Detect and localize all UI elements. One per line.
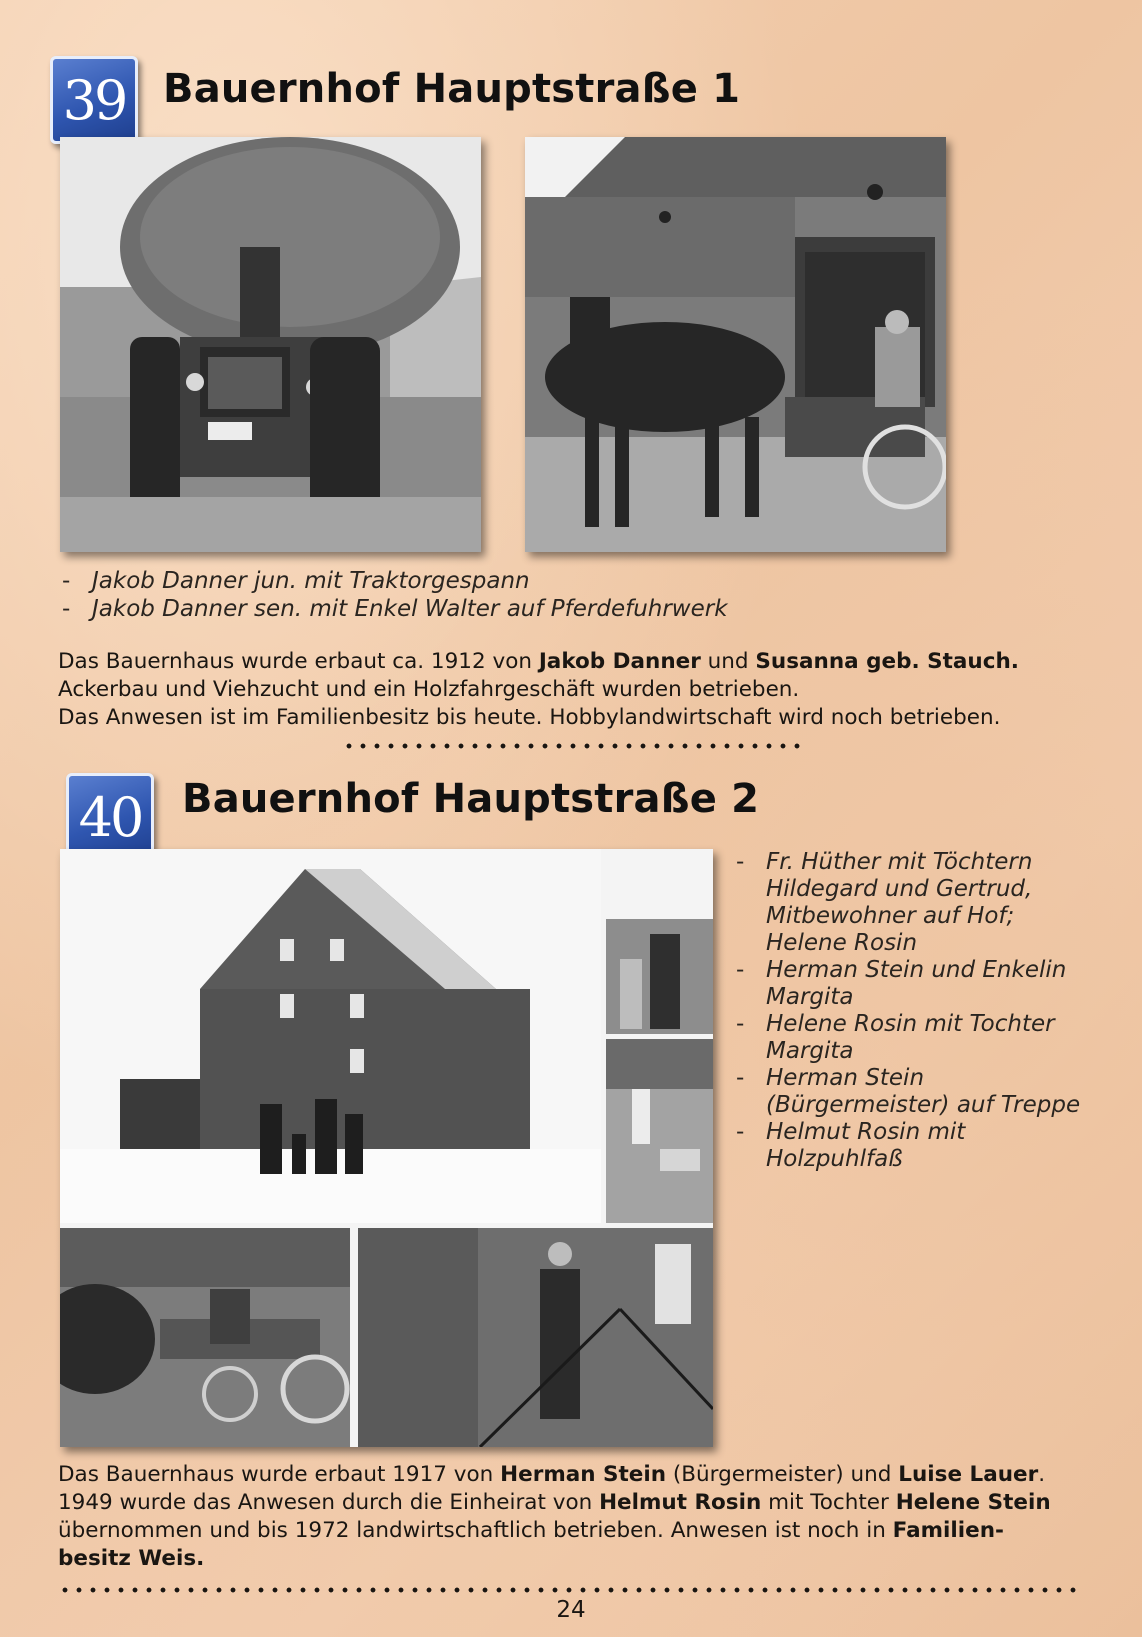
caption-line: Herman Stein (766, 1065, 925, 1091)
photo-tractor-hay (60, 137, 481, 552)
caption-list-39 (62, 567, 728, 623)
caption-text: Jakob Danner jun. mit Traktorgespann (92, 568, 530, 594)
side-caption-item (736, 957, 1080, 1011)
caption-item (62, 567, 728, 595)
side-caption-item (736, 849, 1080, 957)
body-line: Das Anwesen ist im Familienbesitz bis heute. Hobbylandwirtschaft wird noch betrieben. (58, 705, 1001, 730)
side-caption-item (736, 1011, 1080, 1065)
body-line: Das Bauernhaus wurde erbaut 1917 von Herman Stein (Bürgermeister) und Luise Lauer. (58, 1462, 1046, 1487)
caption-line: Helene Rosin mit Tochter (766, 1011, 1055, 1037)
person-name: Helmut Rosin (599, 1490, 762, 1515)
caption-line: Hildegard und Gertrud, (766, 876, 1033, 902)
section-body-40 (58, 1461, 1051, 1573)
body-line: 1949 wurde das Anwesen durch die Einheirat von Helmut Rosin mit Tochter Helene Stein (58, 1490, 1051, 1515)
dotted-divider (58, 1587, 1084, 1593)
photo-horse-wagon (525, 137, 946, 552)
caption-dash: - (62, 596, 71, 622)
bold-term: besitz Weis. (58, 1546, 205, 1571)
caption-dash: - (62, 568, 71, 594)
person-name: Susanna geb. Stauch. (755, 649, 1019, 674)
section-title-39: Bauernhof Hauptstraße 1 (163, 66, 741, 112)
caption-dash: - (736, 849, 745, 875)
caption-dash: - (736, 1119, 745, 1145)
dotted-divider (342, 743, 804, 749)
side-caption-item (736, 1065, 1080, 1119)
section-body-39 (58, 648, 1019, 732)
side-caption-item (736, 1119, 1080, 1173)
caption-dash: - (736, 1065, 745, 1091)
section-number-badge-40: 40 (66, 773, 154, 861)
body-line (58, 1545, 1051, 1573)
caption-item (62, 595, 728, 623)
section-title-40: Bauernhof Hauptstraße 2 (182, 776, 760, 822)
person-name: Jakob Danner (538, 649, 701, 674)
photo-collage (60, 849, 713, 1447)
caption-line: Helene Rosin (766, 930, 918, 956)
caption-line: (Bürgermeister) auf Treppe (766, 1092, 1081, 1118)
caption-line: Helmut Rosin mit (766, 1119, 966, 1145)
person-name: Luise Lauer (898, 1462, 1039, 1487)
person-name: Herman Stein (500, 1462, 667, 1487)
caption-dash: - (736, 957, 745, 983)
body-line: Das Bauernhaus wurde erbaut ca. 1912 von Jakob Danner und Susanna geb. Stauch. (58, 649, 1019, 674)
caption-line: Holzpuhlfaß (766, 1146, 903, 1172)
caption-dash: - (736, 1011, 745, 1037)
body-line: Ackerbau und Viehzucht und ein Holzfahrgeschäft wurden betrieben. (58, 677, 800, 702)
bold-term: Familien- (892, 1518, 1004, 1543)
caption-line: Margita (766, 1038, 854, 1064)
section-number-badge-39: 39 (50, 56, 138, 144)
side-caption-list-40 (736, 849, 1080, 1173)
caption-text: Jakob Danner sen. mit Enkel Walter auf Pferdefuhrwerk (92, 596, 728, 622)
caption-line: Herman Stein und Enkelin (766, 957, 1067, 983)
person-name: Helene Stein (895, 1490, 1051, 1515)
caption-line: Fr. Hüther mit Töchtern (766, 849, 1033, 875)
caption-line: Mitbewohner auf Hof; (766, 903, 1015, 929)
page-number: 24 (556, 1597, 586, 1623)
caption-line: Margita (766, 984, 854, 1010)
body-line: übernommen und bis 1972 landwirtschaftlich betrieben. Anwesen ist noch in Familien- (58, 1518, 1004, 1543)
